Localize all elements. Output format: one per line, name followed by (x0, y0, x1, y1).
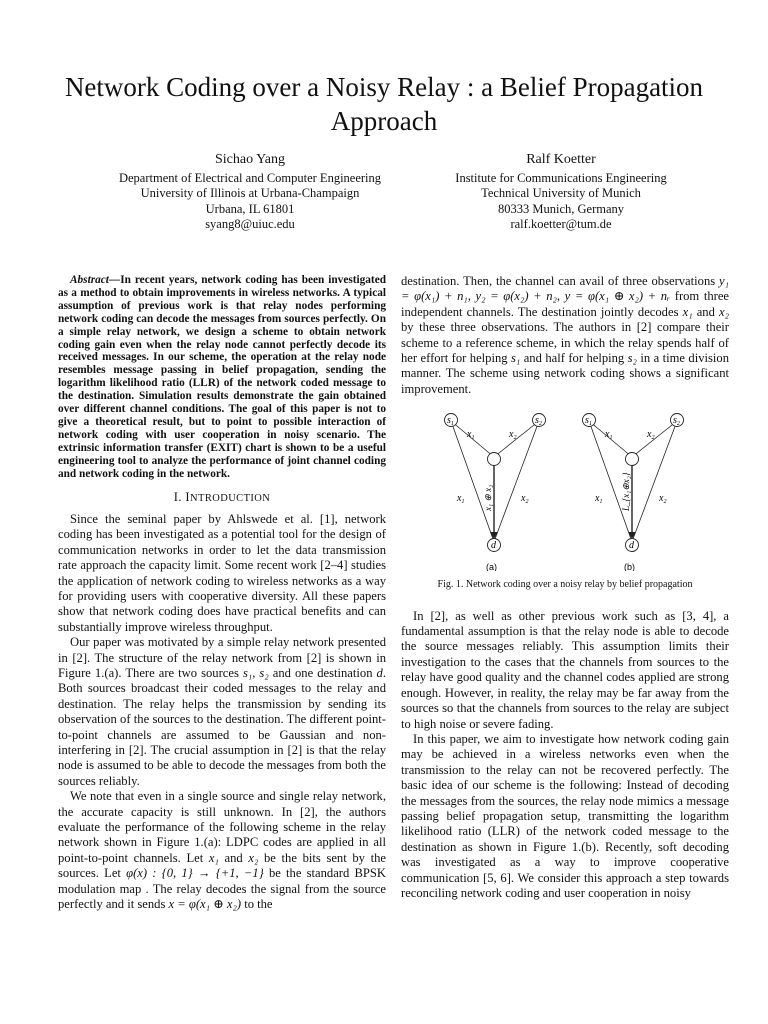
left-column (58, 274, 386, 912)
abstract-text: In recent years, network coding has been investigated as a method to obtain improvements in wireless networks. A typical assumption of previous work is that relay nodes performing network coding can decode the messages from sources perfectly. On a simple relay network, we design a scheme to obtain network coding gain even when the relay node cannot perfectly decode its received messages. In our scheme, the operation at the relay node resembles message passing in belief propagation, sending the logarithm likelihood ratio (LLR) of the network coded message to the destination. Simulation results demonstrate the gain obtained over different channel conditions. The goal of this paper is not to give a theoretical result, but to point to possible interaction of network coding with user cooperation in noisy scenario. The extrinsic information transfer (EXIT) chart is shown to be a useful engineering tool to analyze the performance of joint channel coding and network coding in the network. (58, 274, 386, 480)
intro-paragraph-3: We note that even in a single source and single relay network, the accurate capacity is still unknown. In [2], the authors evaluate the performance of the following scheme in the relay network shown in Figure 1.(a): LDPC codes are applied in all point-to-point channels. Let x₁ and x₂ be the bits sent by the sources. Let φ(x) : {0, 1} → {+1, −1} be the standard BPSK modulation map . The relay decodes the signal from the source perfectly and it sends x = φ(x₁ ⊕ x₂) to the (58, 789, 387, 912)
section-number: I. (173, 489, 186, 504)
intro-paragraph-1: Since the seminal paper by Ahlswede et al. [1], network coding has been investigated as a potential tool for the design of communication networks in order to let the data transmission rate approach the capacity limit. Some recent work [2–4] studies the application of network coding to wireless networks as a way for providing users with cooperative diversity. All these papers show that network coding does have practical benefits and can substantially improve wireless throughput. (58, 511, 386, 634)
author-name: Ralf Koetter (526, 152, 596, 167)
diagram-b (583, 414, 684, 572)
label-s2: $s_2$ (673, 415, 680, 428)
svg-text:x1: $x_1$ (467, 429, 475, 442)
subfig-label-a: (a) (486, 562, 497, 572)
author-block-1 (80, 152, 420, 233)
diagram-a (445, 414, 546, 572)
right-column (401, 274, 729, 901)
author-name: Sichao Yang (214, 152, 285, 167)
author-email: syang8@uiuc.edu (205, 217, 295, 231)
paper-title: Network Coding over a Noisy Relay : a Belief Propagation Approach (64, 72, 704, 136)
svg-text:x2: $x_2$ (647, 429, 655, 442)
right-paragraph-2: In [2], as well as other previous work such as [3, 4], a fundamental assumption is that the relay node is able to decode the source messages reliably. This assumption limits their investigation to the cases that the channels from sources to the relay have good quality and the channel codes applied are strong enough. However, in reality, the relay may be far away from the sources so that the channels from sources to the relay are subject to high noise or severe fading. (401, 608, 729, 731)
svg-text:x2: $x_2$ (659, 493, 667, 506)
relay-label-b: L_{x₁⊕x₂} (621, 472, 631, 512)
label-s1: $s_1$ (447, 415, 454, 428)
figure-caption: Fig. 1. Network coding over a noisy relay by belief propagation (437, 579, 693, 591)
author-inst: Technical University of Munich (481, 186, 641, 200)
node-relay (488, 453, 501, 466)
right-paragraph-1: destination. Then, the channel can avail of three observations y₁ = φ(x₁) + n₁, y₂ = φ(x₂) + n₂, y = φ(x₁ ⊕ x₂) + nᵣ from three independent channels. The destination jointly decodes x₁ and x₂ by these three observations. The authors in [2] compare their scheme to a reference scheme, in which the relay spends half of her effort for helping s₁ and half for helping s₂ in a time division manner. The scheme using network coding shows a significant improvement. (401, 274, 730, 396)
node-relay (626, 453, 639, 466)
abstract-lead: Abstract— (70, 274, 121, 286)
svg-text:x1: $x_1$ (595, 493, 603, 506)
author-addr: Urbana, IL 61801 (205, 201, 295, 216)
author-block-2 (391, 152, 731, 233)
svg-text:x2: $x_2$ (521, 493, 529, 506)
abstract (58, 274, 386, 481)
author-dept: Department of Electrical and Computer Engineering (118, 170, 382, 185)
label-d: d (629, 540, 634, 552)
author-inst: University of Illinois at Urbana-Champaign (140, 186, 360, 200)
section-title-rest: NTRODUCTION (190, 492, 271, 504)
subfig-label-b: (b) (624, 562, 635, 572)
right-paragraph-3: In this paper, we aim to investigate how network coding gain may be achieved in a wireless networks even when the transmission to the relay can not be recovered perfectly. The basic idea of our scheme is the following: Instead of decoding the messages from the sources, the relay node mimics a message passing belief propagation setup, transmitting the logarithm likelihood ratio (LLR) of the network coded message to the destination as shown in Figure 1.(b). Recently, soft decoding was investigated as a way to improve cooperative communication [5, 6]. We consider this approach a step towards reconciling network coding and user cooperation in noisy (401, 731, 729, 900)
svg-text:x2: $x_2$ (509, 429, 517, 442)
author-email: ralf.koetter@tum.de (510, 217, 612, 231)
author-dept: Institute for Communications Engineering (455, 170, 667, 185)
svg-text:x1: $x_1$ (605, 429, 613, 442)
section-title-initial: I (185, 489, 191, 504)
label-d: d (491, 540, 496, 552)
intro-paragraph-2: Our paper was motivated by a simple relay network presented in [2]. The structure of the relay network from [2] is shown in Figure 1.(a). There are two sources s₁, s₂ and one destination d. Both sources broadcast their coded messages to the relay and destination. The relay helps the transmission by sending its observation of the sources to the destination. The different point-to-point channels are assumed to be Gaussian and non-interfering in [2]. The crucial assumption in [2] is that the relay node is assumed to be able to decode the messages from both the sources reliably. (58, 635, 386, 788)
relay-network-diagram (401, 409, 729, 571)
figure-1 (401, 409, 729, 571)
label-s1: $s_1$ (585, 415, 592, 428)
relay-label-a: x₁ ⊕ x₂ (483, 484, 493, 512)
author-addr: 80333 Munich, Germany (497, 201, 625, 216)
svg-text:x1: $x_1$ (457, 493, 465, 506)
section-heading (58, 490, 386, 506)
label-s2: $s_2$ (535, 415, 542, 428)
